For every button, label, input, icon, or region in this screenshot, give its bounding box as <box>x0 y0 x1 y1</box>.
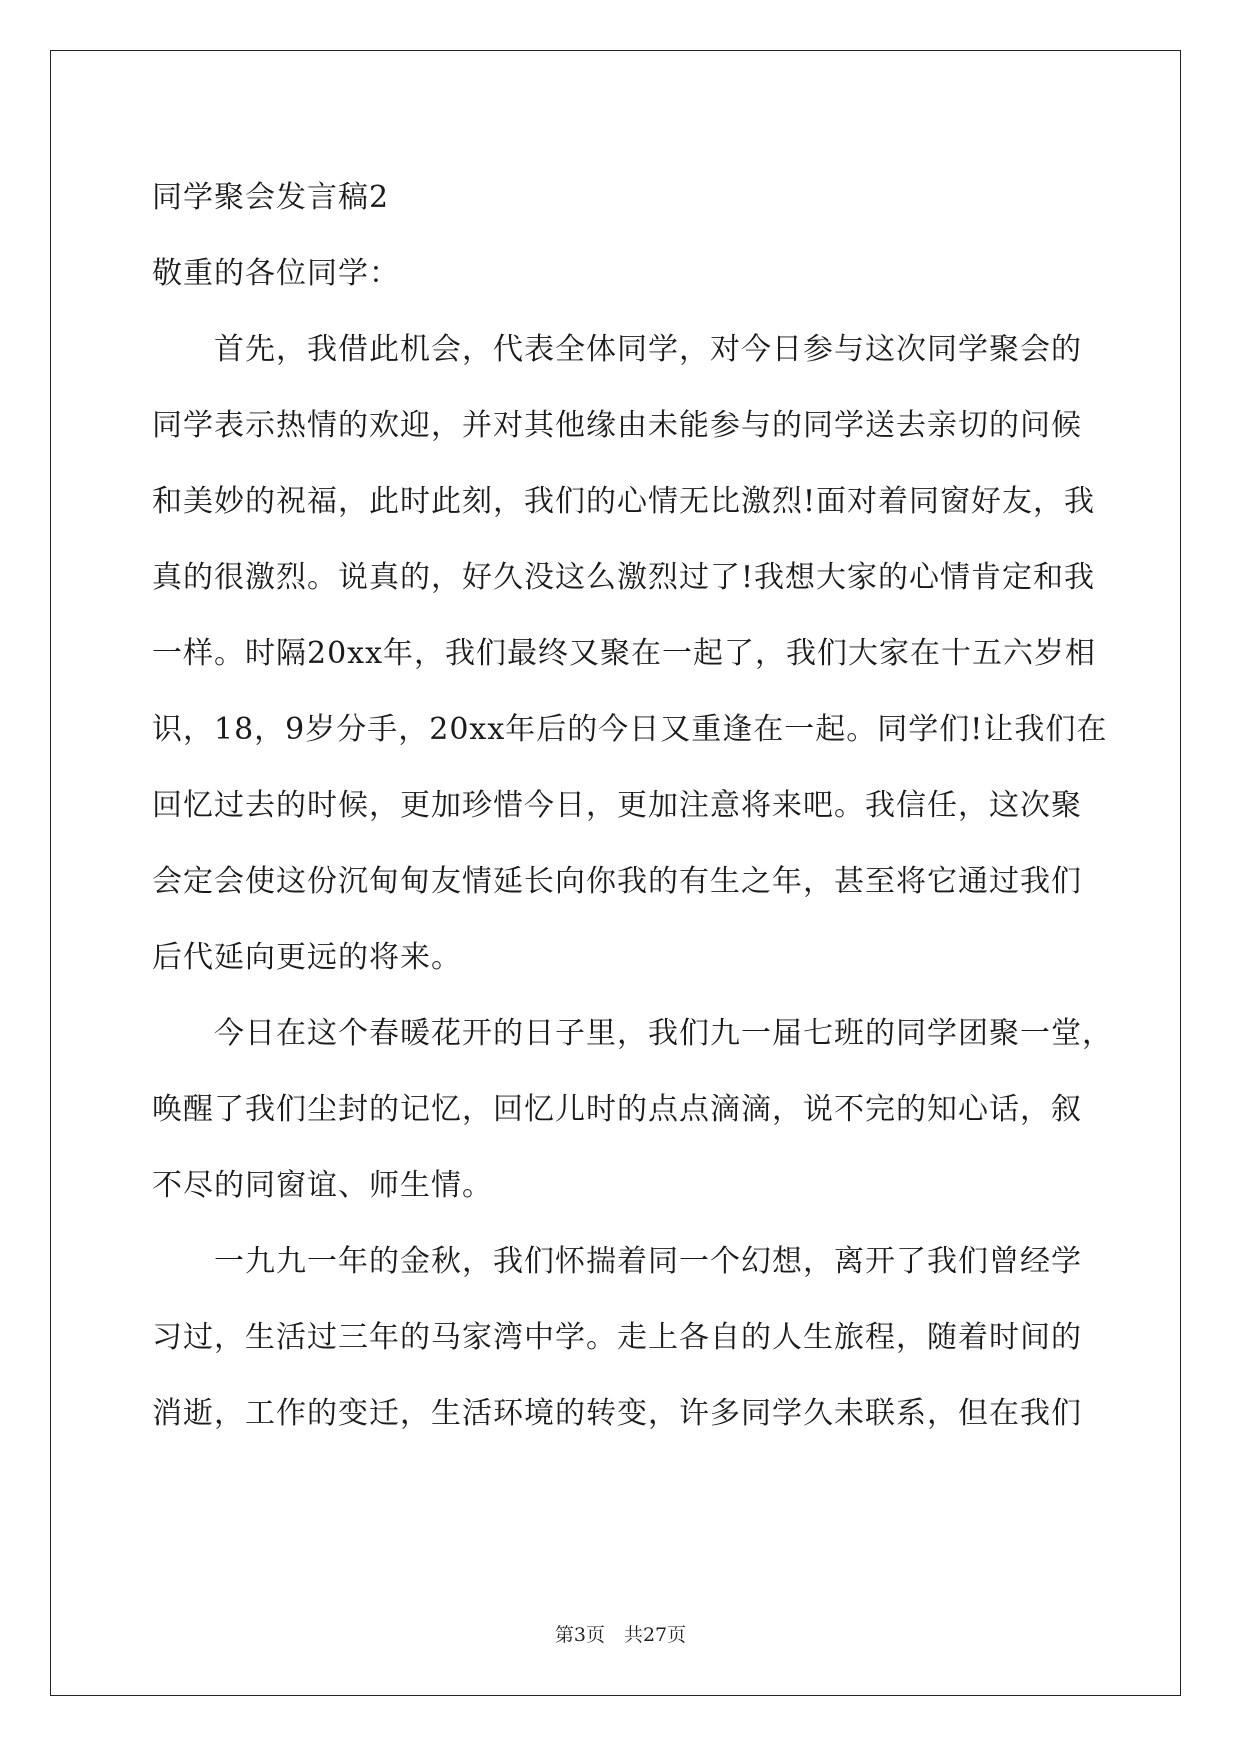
document-body <box>152 160 1113 1452</box>
text-line: 后代延向更远的将来。 <box>152 940 462 975</box>
text-line: 和美妙的祝福，此时此刻，我们的心情无比激烈!面对着同窗好友，我 <box>152 484 1096 519</box>
text-line: 习过，生活过三年的马家湾中学。走上各自的人生旅程，随着时间的 <box>152 1320 1082 1355</box>
text-line: 唤醒了我们尘封的记忆，回忆儿时的点点滴滴，说不完的知心话，叙 <box>152 1092 1082 1127</box>
text-line: 消逝，工作的变迁，生活环境的转变，许多同学久未联系，但在我们 <box>152 1396 1082 1431</box>
page-footer <box>0 1620 1241 1647</box>
text-line: 首先，我借此机会，代表全体同学，对今日参与这次同学聚会的 <box>152 332 1082 367</box>
page-number: 第3页 共27页 <box>554 1624 687 1646</box>
greeting: 敬重的各位同学： <box>152 256 400 291</box>
text-line: 今日在这个春暖花开的日子里，我们九一届七班的同学团聚一堂， <box>152 1016 1113 1051</box>
text-line: 一样。时隔20xx年，我们最终又聚在一起了，我们大家在十五六岁相 <box>152 636 1097 671</box>
text-line: 真的很激烈。说真的，好久没这么激烈过了!我想大家的心情肯定和我 <box>152 560 1096 595</box>
text-line: 同学表示热情的欢迎，并对其他缘由未能参与的同学送去亲切的问候 <box>152 408 1082 443</box>
text-line: 会定会使这份沉甸甸友情延长向你我的有生之年，甚至将它通过我们 <box>152 864 1082 899</box>
text-line: 识，18，9岁分手，20xx年后的今日又重逢在一起。同学们!让我们在 <box>152 712 1108 747</box>
text-line: 一九九一年的金秋，我们怀揣着同一个幻想，离开了我们曾经学 <box>152 1244 1082 1279</box>
document-title: 同学聚会发言稿2 <box>152 180 390 215</box>
text-line: 回忆过去的时候，更加珍惜今日，更加注意将来吧。我信任，这次聚 <box>152 788 1082 823</box>
text-line: 不尽的同窗谊、师生情。 <box>152 1168 493 1203</box>
